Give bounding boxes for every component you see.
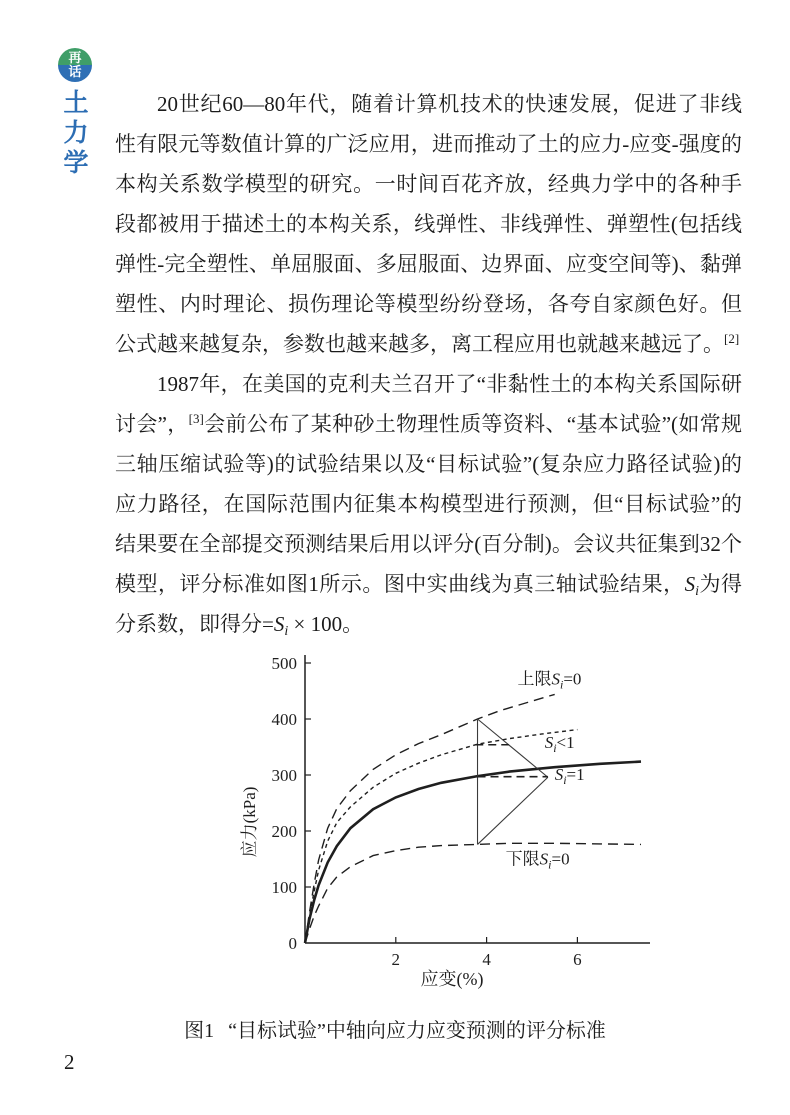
score-lower-edge xyxy=(478,777,548,844)
label-si-1: $S_i=1$ xyxy=(554,765,585,788)
body-text xyxy=(115,84,742,644)
math-variable: S xyxy=(684,572,696,596)
brand-logo xyxy=(58,48,94,179)
text-run: 为得分系数，即得分= xyxy=(115,572,743,636)
text-run: 20世纪60—80年代，随着计算机技术的快速发展，促进了非线性有限元等数值计算的广泛应用，进而推动了土的应力-应变-强度的本构关系数学模型的研究。一时间百花齐放，经典力学中的各种手段都被用于描述土的本构关系，线弹性、非线弹性、弹塑性(包括线弹性-完全塑性、单屈服面、多屈服面、边界面、应变空间等)、黏弹塑性、内时理论、损伤理论等模型纷纷登场，各夸自家颜色好。但公式越来越复杂，参数也越来越多，离工程应用也就越来越远了。 xyxy=(115,92,742,356)
paragraph xyxy=(115,84,742,364)
text-run: 1987年，在美国的克利夫兰召开了“非黏性土的本构关系国际研讨会”， xyxy=(115,372,742,436)
paragraph xyxy=(115,364,742,644)
figure-caption xyxy=(0,1014,790,1043)
figure-caption-label: 图1 xyxy=(184,1020,215,1042)
label-si-less-1: $S_i<1$ xyxy=(544,733,575,756)
badge-top-char: 再 xyxy=(68,50,82,65)
brand-char: 力 xyxy=(63,120,89,147)
origin-tick-label: 0 xyxy=(288,934,297,953)
math-subscript: i xyxy=(695,584,700,599)
curve-3-long-dash xyxy=(305,843,641,943)
y-tick-label: 200 xyxy=(271,822,297,841)
text-run: × 100。 xyxy=(288,612,364,636)
x-axis-label: 应变(%) xyxy=(420,969,484,989)
text-run: 会前公布了某种砂土物理性质等资料、“基本试验”(如常规三轴压缩试验等)的试验结果以及“目标试验”(复杂应力路径试验)的应力路径，在国际范围内征集本构模型进行预测，但“目标试验”的结果要在全部提交预测结果后用以评分(百分制)。会议共征集到32个模型，评分标准如图1所示。图中实曲线为真三轴试验结果， xyxy=(115,412,742,596)
y-tick-label: 100 xyxy=(271,878,297,897)
figure-chart xyxy=(230,640,690,1000)
label-upper-limit: 上限$S_i=0$ xyxy=(517,669,582,692)
math-subscript: i xyxy=(284,624,289,639)
y-axis-label: 应力(kPa) xyxy=(240,786,259,858)
math-variable: S xyxy=(273,612,285,636)
x-tick-label: 6 xyxy=(573,950,582,969)
x-tick-label: 2 xyxy=(391,950,401,969)
curve-0-long-dash xyxy=(305,694,555,943)
curve-2-solid xyxy=(305,762,641,943)
brand-char: 学 xyxy=(63,150,89,177)
y-tick-label: 400 xyxy=(271,710,297,729)
page-number: 2 xyxy=(64,1050,75,1074)
x-tick-label: 4 xyxy=(482,950,491,969)
brand-vertical-title xyxy=(58,89,94,179)
badge-bottom-char: 话 xyxy=(68,64,82,79)
label-lower-limit: 下限$S_i=0$ xyxy=(505,849,570,872)
y-tick-label: 500 xyxy=(271,654,297,673)
score-upper-edge xyxy=(478,719,548,777)
brand-badge-icon xyxy=(58,48,92,82)
y-tick-label: 300 xyxy=(271,766,297,785)
footnote-reference: [2] xyxy=(724,331,740,346)
brand-char: 土 xyxy=(63,90,89,117)
footnote-reference: [3] xyxy=(188,411,204,426)
stress-strain-chart xyxy=(230,640,690,1000)
figure-caption-text: “目标试验”中轴向应力应变预测的评分标准 xyxy=(228,1020,606,1042)
